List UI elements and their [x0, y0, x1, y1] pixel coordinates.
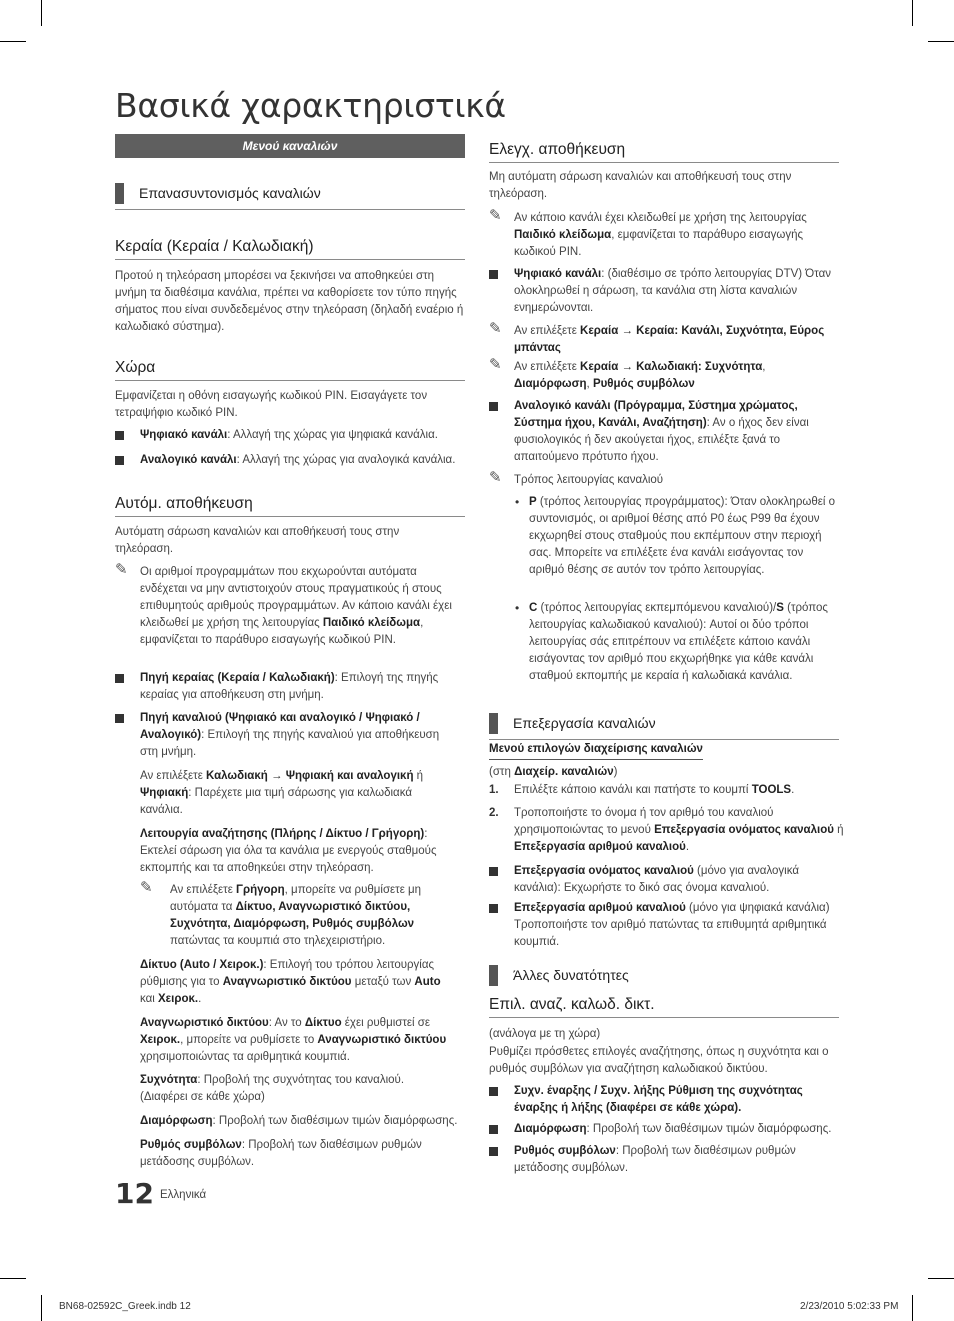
- symbol-rate-text: Ρυθμός συμβόλων: Προβολή των διαθέσιμων ρυθμών μετάδοσης συμβόλων.: [140, 1139, 422, 1168]
- section-country-title: Χώρα: [115, 359, 465, 381]
- section-marker-icon: [489, 713, 498, 734]
- note-pencil-icon: ✎: [140, 879, 153, 896]
- bullet-square-icon: [489, 270, 498, 279]
- quick-note: Αν επιλέξετε Γρήγορη, μπορείτε να ρυθμίσετε μη αυτόματα τα Δίκτυο, Αναγνωριστικό δικτύου, Συχνότητα, Διαμόρφωση, Ρυθμός συμβόλων πατώντας τα κουμπιά στο τηλεχειριστήριο.: [170, 884, 422, 947]
- bullet-square-icon: [489, 1125, 498, 1134]
- footer-file-name: BN68-02592C_Greek.indb 12: [59, 1301, 191, 1312]
- channel-mode-note: Τρόπος λειτουργίας καναλιού: [514, 474, 664, 486]
- bullet-square-icon: [115, 674, 124, 683]
- note-pencil-icon: ✎: [489, 469, 502, 486]
- note-pencil-icon: ✎: [115, 561, 128, 578]
- bullet-square-icon: [115, 456, 124, 465]
- cable-search-country: (ανάλογα με τη χώρα): [489, 1028, 601, 1040]
- menu-bar-label: Μενού καναλιών: [115, 134, 465, 158]
- crop-mark: [912, 0, 913, 26]
- channel-manager-context: (στη Διαχείρ. καναλιών): [489, 766, 618, 778]
- section-antenna-title: Κεραία (Κεραία / Καλωδιακή): [115, 238, 465, 260]
- autostore-note: Οι αριθμοί προγραμμάτων που εκχωρούνται αυτόματα ενδέχεται να μην αντιστοιχούν στους πραγματικούς ή στους επιθυμητούς αριθμούς προγραμμάτων. Αν κάποιο κανάλι έχει κλειδωθεί με χρήση της λειτουργίας Παιδικό κλείδωμα, εμφανίζεται το παράθυρο εισαγωγής κωδικού PIN.: [140, 566, 452, 646]
- step-number: 2.: [489, 807, 499, 819]
- analog-channel-item: Αναλογικό κανάλι (Πρόγραμμα, Σύστημα χρώματος, Σύστημα ήχου, Κανάλι, Αναζήτηση): Αν ο ήχος δεν είναι φυσιολογικός ή δεν ακούγεται ήχος, επιλέξτε ξανά το απαιτούμενο πρότυπο ήχου.: [514, 400, 809, 463]
- antenna-text: Προτού η τηλεόραση μπορέσει να ξεκινήσει να αποθηκεύει στη μνήμη τα διαθέσιμα κανάλια, πρέπει να καθορίσετε τον τύπο πηγής σήματος που είναι συνδεδεμένος στην τηλεόραση (δηλαδή εναέριο ή καλωδιακό σύστημα).: [115, 270, 464, 333]
- search-mode-text: Λειτουργία αναζήτησης (Πλήρης / Δίκτυο / Γρήγορη): Εκτελεί σάρωση για όλα τα κανάλια με ενεργούς σταθμούς εκπομπής και τα αποθηκεύει στην τηλεόραση.: [140, 828, 437, 874]
- section-manual-store-title: Ελεγχ. αποθήκευση: [489, 141, 839, 163]
- section-autostore-title: Αυτόμ. αποθήκευση: [115, 495, 465, 517]
- crop-mark: [41, 0, 42, 26]
- bullet-dot-icon: •: [515, 495, 520, 509]
- subheading-other-features: Άλλες δυνατότητες: [489, 966, 839, 991]
- bullet-square-icon: [489, 1087, 498, 1096]
- start-stop-frequency-item: Συχν. έναρξης / Συχν. λήξης Ρύθμιση της συχνότητας έναρξης ή λήξης (διαφέρει σε κάθε χώρα).: [514, 1085, 803, 1114]
- antenna-source-item: Πηγή κεραίας (Κεραία / Καλωδιακή): Επιλογή της πηγής κεραίας για αποθήκευση στη μνήμη.: [140, 672, 439, 701]
- bullet-square-icon: [489, 867, 498, 876]
- network-id-text: Αναγνωριστικό δικτύου: Αν το Δίκτυο έχει ρυθμιστεί σε Χειροκ., μπορείτε να ρυθμίσετε το Αναγνωριστικό δικτύου χρησιμοποιώντας τα αριθμητικά κουμπιά.: [140, 1017, 447, 1063]
- digital-channel-item: Ψηφιακό κανάλι: (διαθέσιμο σε τρόπο λειτουργίας DTV) Όταν ολοκληρωθεί η σάρωση, τα κανάλια στη λίστα καναλιών ενημερώνονται.: [514, 268, 831, 314]
- crop-mark: [0, 1278, 26, 1279]
- step-2-text: Τροποποιήστε το όνομα ή τον αριθμό του καναλιού χρησιμοποιώντας το μενού Επεξεργασία ονόματος καναλιού ή Επεξεργασία αριθμού καναλιού.: [514, 807, 844, 853]
- bullet-square-icon: [115, 714, 124, 723]
- page-title: Βασικά χαρακτηριστικά: [115, 86, 506, 125]
- note-pencil-icon: ✎: [489, 356, 502, 373]
- note-pencil-icon: ✎: [489, 207, 502, 224]
- cable-symbol-rate-item: Ρυθμός συμβόλων: Προβολή των διαθέσιμων ρυθμών μετάδοσης συμβόλων.: [514, 1145, 796, 1174]
- network-text: Δίκτυο (Auto / Χειροκ.): Επιλογή του τρόπου λειτουργίας ρύθμισης για το Αναγνωριστικό δικτύου μεταξύ των Auto και Χειροκ..: [140, 959, 441, 1005]
- crop-mark: [0, 41, 26, 42]
- channel-source-item: Πηγή καναλιού (Ψηφιακό και αναλογικό / Ψηφιακό / Αναλογικό): Επιλογή της πηγής καναλιού για αποθήκευση στη μνήμη.: [140, 712, 440, 758]
- cable-scan-text: Αν επιλέξετε Καλωδιακή → Ψηφιακή και αναλογική ή Ψηφιακή: Παρέχετε μια τιμή σάρωσης για καλωδιακά κανάλια.: [140, 770, 424, 816]
- manual-store-note: Αν κάποιο κανάλι έχει κλειδωθεί με χρήση της λειτουργίας Παιδικό κλείδωμα, εμφανίζεται το παράθυρο εισαγωγής κωδικού PIN.: [514, 212, 807, 258]
- bullet-square-icon: [115, 431, 124, 440]
- bullet-square-icon: [489, 1147, 498, 1156]
- cable-note: Αν επιλέξετε Κεραία → Καλωδιακή: Συχνότητα, Διαμόρφωση, Ρυθμός συμβόλων: [514, 361, 766, 390]
- channel-cable-mode-item: C (τρόπος λειτουργίας εκπεμπόμενου καναλιού)/S (τρόπος λειτουργίας καλωδιακού καναλιού): Αυτοί οι δύο τρόποι λειτουργίας σάς επιτρέπουν να επιλέξετε κάποιο κανάλι εισάγοντας τον αριθμό που εκχωρήθηκε για κάθε κανάλι σταθμού εκπομπής με κεραία ή καλωδιακά κανάλια.: [529, 602, 828, 682]
- bullet-square-icon: [489, 904, 498, 913]
- manual-store-text: Μη αυτόματη σάρωση καναλιών και αποθήκευσή τους στην τηλεόραση.: [489, 171, 792, 200]
- edit-name-item: Επεξεργασία ονόματος καναλιού (μόνο για αναλογικά κανάλια): Εκχωρήστε το δικό σας όνομα καναλιού.: [514, 865, 799, 894]
- modulation-text: Διαμόρφωση: Προβολή των διαθέσιμων τιμών διαμόρφωσης.: [140, 1115, 458, 1127]
- step-number: 1.: [489, 784, 499, 796]
- country-digital-item: Ψηφιακό κανάλι: Αλλαγή της χώρας για ψηφιακά κανάλια.: [140, 429, 438, 441]
- note-pencil-icon: ✎: [489, 320, 502, 337]
- footer-timestamp: 2/23/2010 5:02:33 PM: [800, 1301, 899, 1312]
- edit-number-item: Επεξεργασία αριθμού καναλιού (μόνο για ψηφιακά κανάλια) Τροποποιήστε τον αριθμό πατώντας τα επιθυμητά αριθμητικά κουμπιά.: [514, 902, 830, 948]
- autostore-text: Αυτόματη σάρωση καναλιών και αποθήκευσή τους στην τηλεόραση.: [115, 526, 400, 555]
- cable-modulation-item: Διαμόρφωση: Προβολή των διαθέσιμων τιμών διαμόρφωσης.: [514, 1123, 832, 1135]
- program-mode-item: P (τρόπος λειτουργίας προγράμματος): Όταν ολοκληρωθεί ο συντονισμός, οι αριθμοί θέσης από P0 έως P99 θα έχουν εκχωρηθεί στους σταθμούς που εκπέμπουν στην περιοχή σας. Μπορείτε να επιλέξετε ένα κανάλι εισάγοντας τον αριθμό θέσης σε αυτόν τον τρόπο λειτουργίας.: [529, 496, 836, 576]
- country-analog-item: Αναλογικό κανάλι: Αλλαγή της χώρας για αναλογικά κανάλια.: [140, 454, 456, 466]
- antenna-note: Αν επιλέξετε Κεραία → Κεραία: Κανάλι, Συχνότητα, Εύρος μπάντας: [514, 325, 825, 354]
- crop-mark: [41, 1295, 42, 1321]
- subheading-retune: Επανασυντονισμός καναλιών: [115, 184, 465, 210]
- frequency-text: Συχνότητα: Προβολή της συχνότητας του καναλιού. (Διαφέρει σε κάθε χώρα): [140, 1074, 405, 1103]
- subheading-edit-channels: Επεξεργασία καναλιών: [489, 714, 839, 740]
- page-number: 12: [115, 1177, 154, 1210]
- step-1-text: Επιλέξτε κάποιο κανάλι και πατήστε το κουμπί TOOLS.: [514, 784, 795, 796]
- section-cable-search-title: Επιλ. αναζ. καλωδ. δικτ.: [489, 996, 839, 1018]
- channel-options-menu-label: Μενού επιλογών διαχείρισης καναλιών: [489, 742, 703, 760]
- crop-mark: [928, 41, 954, 42]
- language-label: Ελληνικά: [160, 1189, 207, 1201]
- section-marker-icon: [115, 183, 124, 204]
- country-text: Εμφανίζεται η οθόνη εισαγωγής κωδικού PIN. Εισαγάγετε τον τετραψήφιο κωδικό PIN.: [115, 390, 428, 419]
- bullet-dot-icon: •: [515, 601, 520, 615]
- cable-search-text: Ρυθμίζει πρόσθετες επιλογές αναζήτησης, όπως η συχνότητα και ο ρυθμός συμβόλων για αναζήτηση καλωδιακού δικτύου.: [489, 1046, 829, 1075]
- crop-mark: [912, 1295, 913, 1321]
- section-marker-icon: [489, 965, 498, 986]
- bullet-square-icon: [489, 402, 498, 411]
- crop-mark: [928, 1278, 954, 1279]
